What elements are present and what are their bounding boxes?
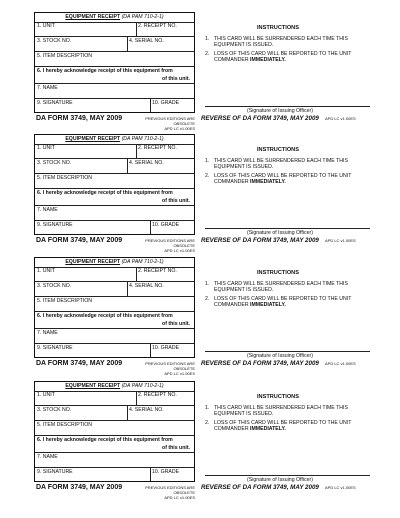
unit-field[interactable]: 1. UNIT [37, 392, 55, 398]
name-field[interactable]: 7. NAME [37, 85, 58, 91]
instructions-title: INSTRUCTIONS [257, 394, 299, 400]
issuing-officer-label: (Signature of Issuing Officer) [247, 353, 313, 359]
name-field[interactable]: 7. NAME [37, 330, 58, 336]
footer-note: PREVIOUS EDITIONS ARE OBSOLETE APD LC v1.00ES [145, 361, 195, 376]
form-number: DA FORM 3749, MAY 2009 [36, 237, 123, 244]
receipt-card-3 [0, 257, 400, 381]
receipt-title: EQUIPMENT RECEIPT [65, 136, 121, 142]
item-description-field[interactable]: 5. ITEM DESCRIPTION [37, 175, 93, 181]
acknowledge-text: 6. I hereby acknowledge receipt of this equipment from [37, 437, 173, 443]
receipt-title-ref: (DA PAM 710-2-1) [121, 14, 164, 20]
issuing-officer-label: (Signature of Issuing Officer) [247, 477, 313, 483]
receipt-card-2 [0, 134, 400, 258]
name-field[interactable]: 7. NAME [37, 454, 58, 460]
receipt-title: EQUIPMENT RECEIPT [65, 14, 121, 20]
stock-no-field[interactable]: 3. STOCK NO. [37, 407, 72, 413]
form-number: DA FORM 3749, MAY 2009 [36, 484, 123, 491]
receipt-front [34, 257, 195, 358]
receipt-title: EQUIPMENT RECEIPT [65, 259, 121, 265]
name-field[interactable]: 7. NAME [37, 207, 58, 213]
instruction-2: 2. LOSS OF THIS CARD WILL BE REPORTED TO THE UNIT COMMANDER IMMEDIATELY. [205, 173, 352, 185]
receipt-front [34, 381, 195, 482]
of-this-unit-text: of this unit. [162, 321, 190, 327]
receipt-no-field[interactable]: 2. RECEIPT NO. [138, 145, 177, 151]
form-number: DA FORM 3749, MAY 2009 [36, 115, 123, 122]
receipt-header [35, 382, 194, 391]
footer-note: PREVIOUS EDITIONS ARE OBSOLETE APD LC v1.00ES [145, 116, 195, 131]
acknowledge-text: 6. I hereby acknowledge receipt of this equipment from [37, 68, 173, 74]
receipt-header [35, 135, 194, 144]
issuing-officer-signature-line[interactable] [205, 475, 370, 476]
apd-version: APD LC v1.00ES [325, 116, 356, 121]
reverse-label: REVERSE OF DA FORM 3749, MAY 2009 [201, 237, 319, 244]
instruction-1: 1. THIS CARD WILL BE SURRENDERED EACH TIME THIS EQUIPMENT IS ISSUED. [205, 36, 348, 48]
serial-no-field[interactable]: 4. SERIAL NO. [129, 283, 164, 289]
reverse-label: REVERSE OF DA FORM 3749, MAY 2009 [201, 115, 319, 122]
grade-field[interactable]: 10. GRADE [152, 469, 180, 475]
unit-field[interactable]: 1. UNIT [37, 268, 55, 274]
acknowledge-text: 6. I hereby acknowledge receipt of this equipment from [37, 190, 173, 196]
receipt-title-ref: (DA PAM 710-2-1) [121, 383, 164, 389]
reverse-label: REVERSE OF DA FORM 3749, MAY 2009 [201, 484, 319, 491]
issuing-officer-signature-line[interactable] [205, 351, 370, 352]
apd-version: APD LC v1.00ES [325, 238, 356, 243]
stock-no-field[interactable]: 3. STOCK NO. [37, 160, 72, 166]
signature-field[interactable]: 9. SIGNATURE [37, 222, 73, 228]
instruction-1: 1. THIS CARD WILL BE SURRENDERED EACH TIME THIS EQUIPMENT IS ISSUED. [205, 158, 348, 170]
serial-no-field[interactable]: 4. SERIAL NO. [129, 407, 164, 413]
receipt-no-field[interactable]: 2. RECEIPT NO. [138, 392, 177, 398]
instruction-1: 1. THIS CARD WILL BE SURRENDERED EACH TIME THIS EQUIPMENT IS ISSUED. [205, 281, 348, 293]
receipt-no-field[interactable]: 2. RECEIPT NO. [138, 268, 177, 274]
unit-field[interactable]: 1. UNIT [37, 23, 55, 29]
instructions-title: INSTRUCTIONS [257, 25, 299, 31]
item-description-field[interactable]: 5. ITEM DESCRIPTION [37, 53, 93, 59]
signature-field[interactable]: 9. SIGNATURE [37, 100, 73, 106]
of-this-unit-text: of this unit. [162, 445, 190, 451]
apd-version: APD LC v1.00ES [325, 485, 356, 490]
grade-field[interactable]: 10. GRADE [152, 345, 180, 351]
item-description-field[interactable]: 5. ITEM DESCRIPTION [37, 422, 93, 428]
stock-no-field[interactable]: 3. STOCK NO. [37, 38, 72, 44]
instructions-title: INSTRUCTIONS [257, 270, 299, 276]
stock-no-field[interactable]: 3. STOCK NO. [37, 283, 72, 289]
issuing-officer-signature-line[interactable] [205, 106, 370, 107]
receipt-front [34, 134, 195, 235]
receipt-front [34, 12, 195, 113]
footer-note: PREVIOUS EDITIONS ARE OBSOLETE APD LC v1.00ES [145, 485, 195, 500]
instruction-2: 2. LOSS OF THIS CARD WILL BE REPORTED TO THE UNIT COMMANDER IMMEDIATELY. [205, 51, 352, 63]
serial-no-field[interactable]: 4. SERIAL NO. [129, 160, 164, 166]
signature-field[interactable]: 9. SIGNATURE [37, 345, 73, 351]
receipt-header [35, 13, 194, 22]
serial-no-field[interactable]: 4. SERIAL NO. [129, 38, 164, 44]
receipt-card-1 [0, 12, 400, 136]
instruction-2: 2. LOSS OF THIS CARD WILL BE REPORTED TO THE UNIT COMMANDER IMMEDIATELY. [205, 296, 352, 308]
receipt-no-field[interactable]: 2. RECEIPT NO. [138, 23, 177, 29]
receipt-card-4 [0, 381, 400, 505]
instruction-2: 2. LOSS OF THIS CARD WILL BE REPORTED TO THE UNIT COMMANDER IMMEDIATELY. [205, 420, 352, 432]
receipt-title: EQUIPMENT RECEIPT [65, 383, 121, 389]
footer-note: PREVIOUS EDITIONS ARE OBSOLETE APD LC v1.00ES [145, 238, 195, 253]
unit-field[interactable]: 1. UNIT [37, 145, 55, 151]
instructions-title: INSTRUCTIONS [257, 147, 299, 153]
item-description-field[interactable]: 5. ITEM DESCRIPTION [37, 298, 93, 304]
of-this-unit-text: of this unit. [162, 198, 190, 204]
issuing-officer-label: (Signature of Issuing Officer) [247, 108, 313, 114]
form-number: DA FORM 3749, MAY 2009 [36, 360, 123, 367]
grade-field[interactable]: 10. GRADE [152, 222, 180, 228]
issuing-officer-signature-line[interactable] [205, 228, 370, 229]
reverse-label: REVERSE OF DA FORM 3749, MAY 2009 [201, 360, 319, 367]
receipt-title-ref: (DA PAM 710-2-1) [121, 259, 164, 265]
apd-version: APD LC v1.00ES [325, 361, 356, 366]
grade-field[interactable]: 10. GRADE [152, 100, 180, 106]
receipt-title-ref: (DA PAM 710-2-1) [121, 136, 164, 142]
instruction-1: 1. THIS CARD WILL BE SURRENDERED EACH TIME THIS EQUIPMENT IS ISSUED. [205, 405, 348, 417]
receipt-header [35, 258, 194, 267]
acknowledge-text: 6. I hereby acknowledge receipt of this equipment from [37, 313, 173, 319]
of-this-unit-text: of this unit. [162, 76, 190, 82]
signature-field[interactable]: 9. SIGNATURE [37, 469, 73, 475]
issuing-officer-label: (Signature of Issuing Officer) [247, 230, 313, 236]
